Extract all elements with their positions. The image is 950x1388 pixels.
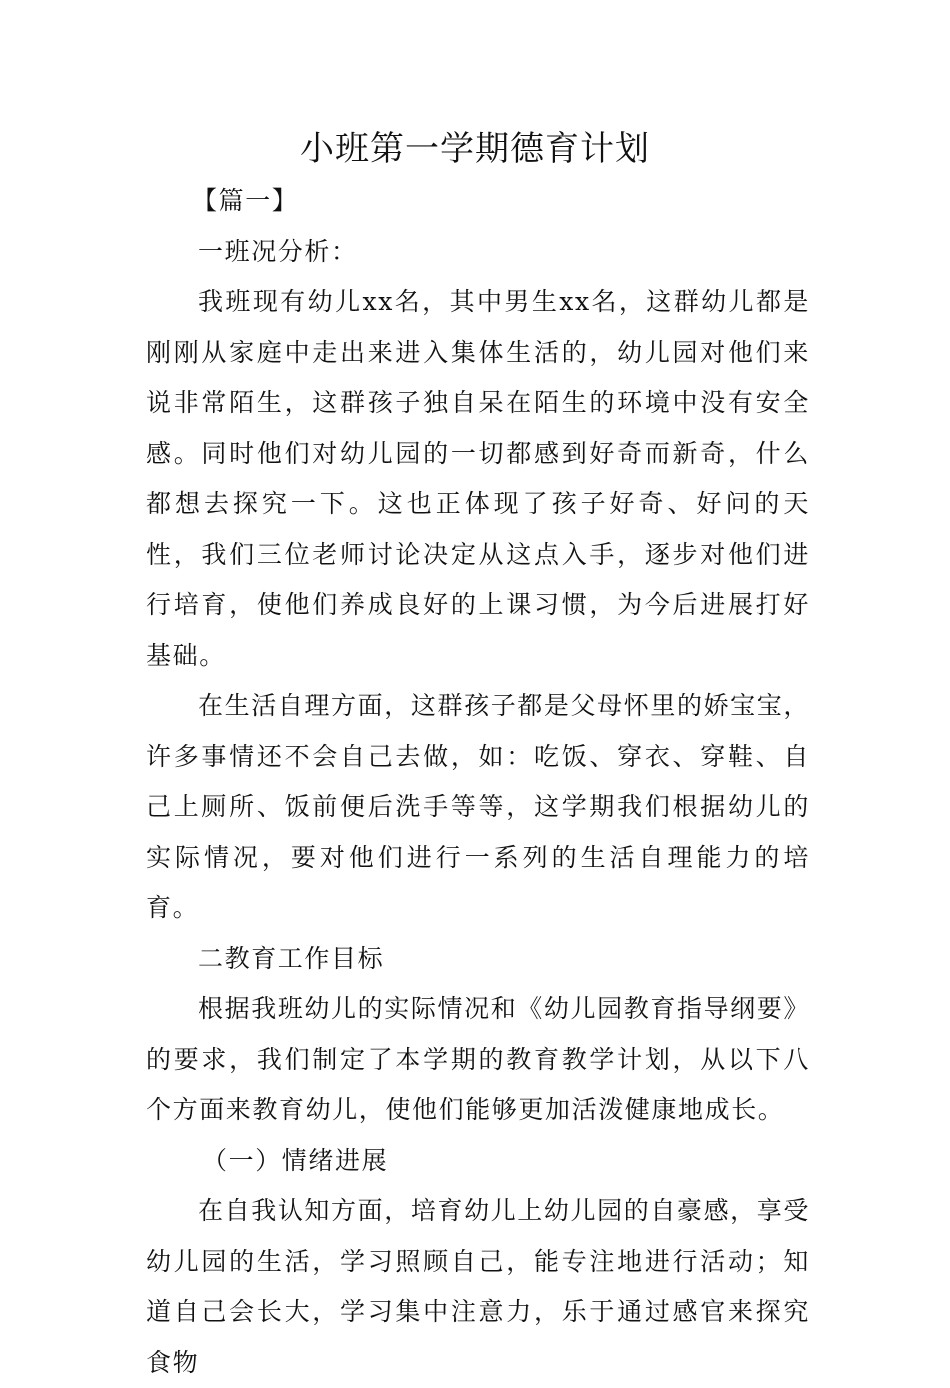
subheading-emotional-development: （一）情绪进展	[202, 1145, 389, 1175]
paragraph-goals-intro: 根据我班幼儿的实际情况和《幼儿园教育指导纲要》的要求，我们制定了本学期的教育教学计划，从以下八个方面来教育幼儿，使他们能够更加活泼健康地成长。	[146, 994, 810, 1124]
section-tag: 【篇一】	[192, 186, 299, 215]
heading-education-goals: 二教育工作目标	[198, 943, 385, 973]
paragraph-self-care: 在生活自理方面，这群孩子都是父母怀里的娇宝宝，许多事情还不会自己去做，如：吃饭、穿衣、穿鞋、自己上厕所、饭前便后洗手等等，这学期我们根据幼儿的实际情况，要对他们进行一系列的生活自理能力的培育。	[146, 691, 810, 922]
heading-situation-analysis: 一班况分析：	[198, 236, 358, 266]
paragraph-self-awareness: 在自我认知方面，培育幼儿上幼儿园的自豪感，享受幼儿园的生活，学习照顾自己，能专注地进行活动；知道自己会长大，学习集中注意力，乐于通过感官来探究食物	[146, 1196, 810, 1377]
document-body	[146, 176, 810, 1388]
document-title: 小班第一学期德育计划	[300, 129, 650, 169]
paragraph-class-overview: 我班现有幼儿xx名，其中男生xx名，这群幼儿都是刚刚从家庭中走出来进入集体生活的，幼儿园对他们来说非常陌生，这群孩子独自呆在陌生的环境中没有安全感。同时他们对幼儿园的一切都感到好奇而新奇，什么都想去探究一下。这也正体现了孩子好奇、好问的天性，我们三位老师讨论决定从这点入手，逐步对他们进行培育，使他们养成良好的上课习惯，为今后进展打好基础。	[146, 287, 810, 670]
